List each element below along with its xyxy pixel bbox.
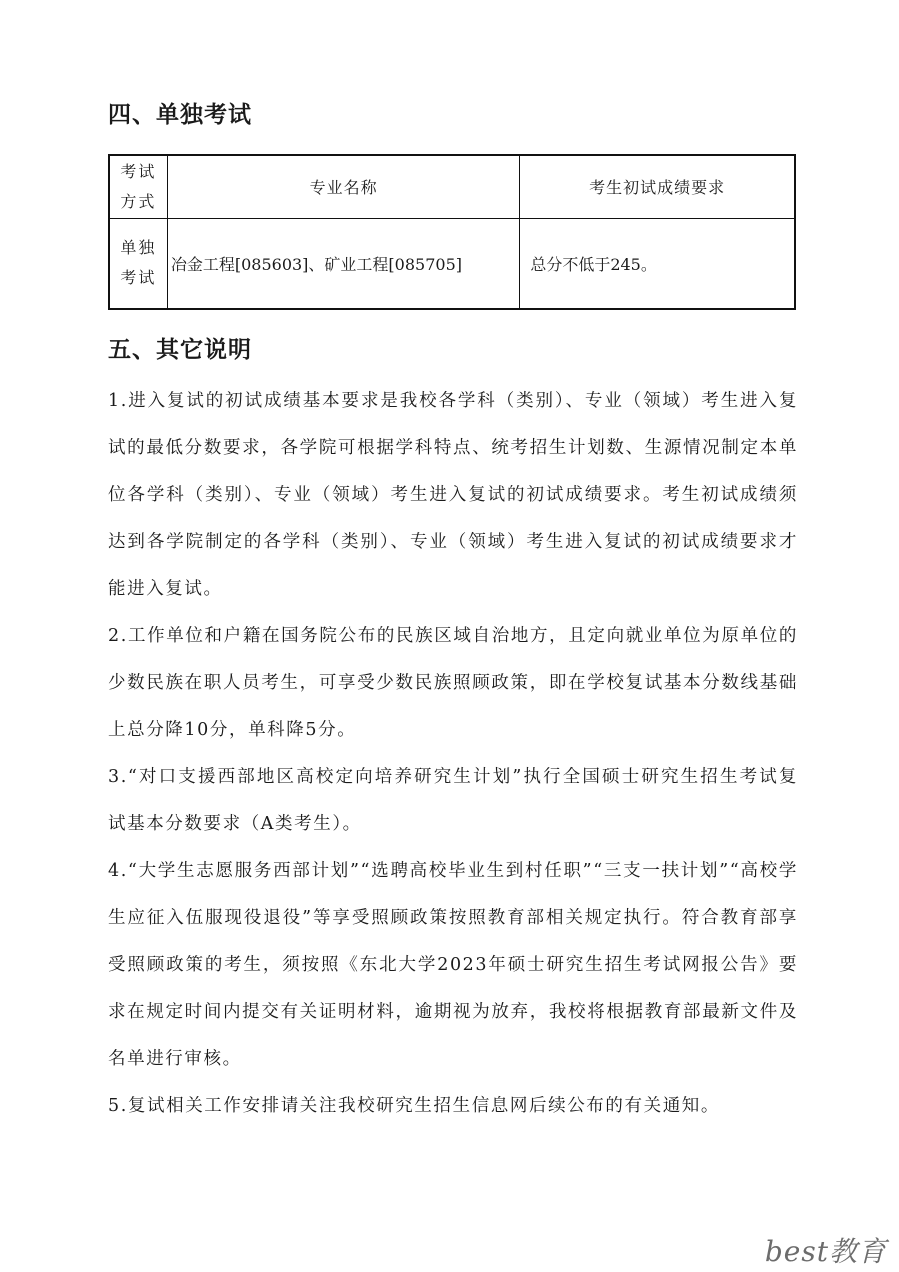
note-paragraph-2: 2.工作单位和户籍在国务院公布的民族区域自治地方，且定向就业单位为原单位的少数民族在职人员考生，可享受少数民族照顾政策，即在学校复试基本分数线基础上总分降10分，单科降5分。 xyxy=(108,626,798,740)
section-5-heading: 五、其它说明 xyxy=(108,337,252,363)
cell-major-names: 冶金工程[085603]、矿业工程[085705] xyxy=(167,218,519,309)
other-notes-body xyxy=(108,378,798,1130)
note-paragraph-5: 5.复试相关工作安排请关注我校研究生招生信息网后续公布的有关通知。 xyxy=(108,1096,720,1116)
cell-exam-method xyxy=(109,218,167,309)
method-line-2: 考试 xyxy=(120,268,157,288)
header-exam-method xyxy=(109,155,167,218)
header-method-line-1: 考试 xyxy=(120,161,157,181)
header-method-line-2: 方式 xyxy=(120,191,157,211)
method-line-1: 单独 xyxy=(120,238,157,258)
note-paragraph-4: 4.“大学生志愿服务西部计划”“选聘高校毕业生到村任职”“三支一扶计划”“高校学生应征入伍服现役退役”等享受照顾政策按照教育部相关规定执行。符合教育部享受照顾政策的考生，须按照《东北大学2023年硕士研究生招生考试网报公告》要求在规定时间内提交有关证明材料，逾期视为放弃，我校将根据教育部最新文件及名单进行审核。 xyxy=(108,861,798,1069)
note-paragraph-1: 1.进入复试的初试成绩基本要求是我校各学科（类别）、专业（领域）考生进入复试的最低分数要求，各学院可根据学科特点、统考招生计划数、生源情况制定本单位各学科（类别）、专业（领域）考生进入复试的初试成绩要求。考生初试成绩须达到各学院制定的各学科（类别）、专业（领域）考生进入复试的初试成绩要求才能进入复试。 xyxy=(108,391,798,599)
section-4-heading: 四、单独考试 xyxy=(108,102,252,128)
note-paragraph-3: 3.“对口支援西部地区高校定向培养研究生计划”执行全国硕士研究生招生考试复试基本分数要求（A类考生）。 xyxy=(108,767,798,834)
cell-score-requirement: 总分不低于245。 xyxy=(520,218,795,309)
header-score-requirement: 考生初试成绩要求 xyxy=(520,155,795,218)
watermark-logo: best教育 xyxy=(764,1235,887,1268)
table-header-row xyxy=(109,155,795,218)
table-row xyxy=(109,218,795,309)
header-major-name: 专业名称 xyxy=(167,155,519,218)
single-exam-table xyxy=(108,154,796,310)
